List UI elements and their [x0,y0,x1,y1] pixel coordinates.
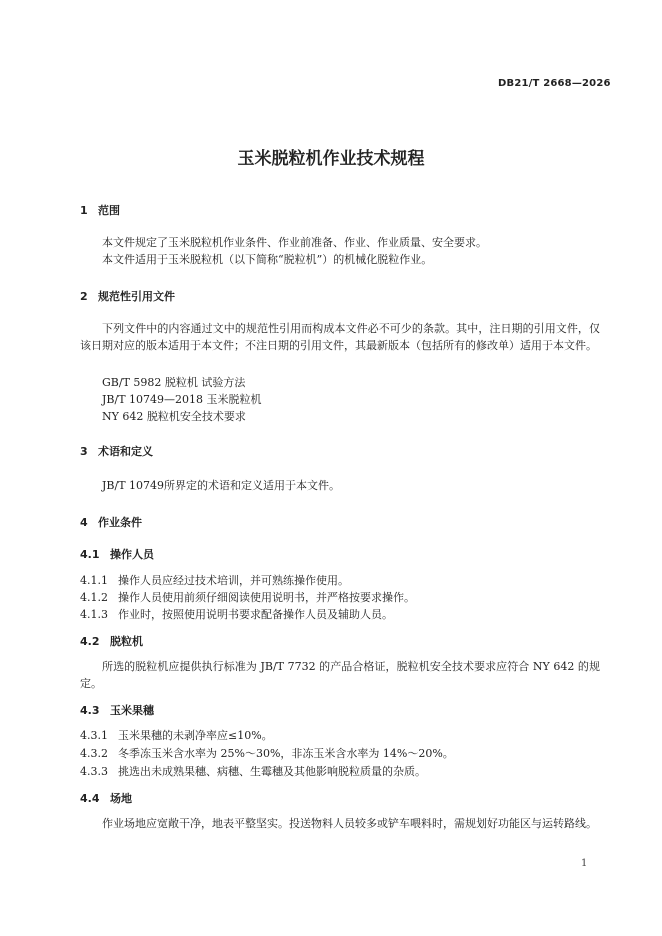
clause-text: 冬季冻玉米含水率为 25%～30%，非冻玉米含水率为 14%～20%。 [118,747,454,760]
section-3-heading [80,443,153,459]
subsection-number: 4.2 [80,635,100,648]
standard-code: DB21/T 2668—2026 [498,78,611,89]
section-2-heading [80,288,175,304]
clause-number: 4.3.3 [80,765,108,778]
section-number: 4 [80,516,88,529]
clause-item [80,606,393,622]
subsection-4-4-paragraph: 作业场地应宽敞干净，地表平整坚实。投送物料人员较多或铲车喂料时，需规划好功能区与运转路线。 [102,817,597,830]
subsection-4-2-heading [80,633,143,649]
clause-text: 玉米果穗的未剥净率应≤10%。 [118,729,273,742]
section-title: 规范性引用文件 [98,290,175,303]
section-number: 3 [80,445,88,458]
section-number: 1 [80,204,88,217]
clause-number: 4.1.2 [80,591,108,604]
section-1-paragraph-2: 本文件适用于玉米脱粒机（以下简称“脱粒机”）的机械化脱粒作业。 [102,253,433,266]
subsection-number: 4.3 [80,704,100,717]
section-number: 2 [80,290,88,303]
clause-item [80,727,273,743]
subsection-4-1-heading [80,546,154,562]
clause-number: 4.3.2 [80,747,108,760]
clause-text: 挑选出未成熟果穗、病穗、生霉穗及其他影响脱粒质量的杂质。 [118,765,426,778]
subsection-number: 4.1 [80,548,100,561]
clause-item [80,763,426,779]
document-title: 玉米脱粒机作业技术规程 [237,149,425,169]
subsection-4-2-paragraph: 所选的脱粒机应提供执行标准为 JB/T 7732 的产品合格证，脱粒机安全技术要求应符合 NY 642 的规定。 [80,660,600,690]
reference-item: JB/T 10749—2018 玉米脱粒机 [102,393,262,406]
section-4-heading [80,514,142,530]
section-1-heading [80,202,120,218]
section-1-paragraph-1: 本文件规定了玉米脱粒机作业条件、作业前准备、作业、作业质量、安全要求。 [102,236,487,249]
subsection-title: 玉米果穗 [110,704,154,717]
page-number: 1 [581,858,588,869]
reference-item: NY 642 脱粒机安全技术要求 [102,410,246,423]
subsection-4-4-heading [80,790,132,806]
clause-text: 操作人员使用前须仔细阅读使用说明书，并严格按要求操作。 [118,591,415,604]
clause-number: 4.1.1 [80,574,108,587]
clause-number: 4.1.3 [80,608,108,621]
subsection-title: 脱粒机 [110,635,143,648]
clause-number: 4.3.1 [80,729,108,742]
subsection-title: 场地 [110,792,132,805]
subsection-title: 操作人员 [110,548,154,561]
clause-text: 作业时，按照使用说明书要求配备操作人员及辅助人员。 [118,608,393,621]
subsection-4-3-heading [80,702,154,718]
section-3-paragraph: JB/T 10749所界定的术语和定义适用于本文件。 [102,479,341,492]
section-title: 作业条件 [98,516,142,529]
reference-item: GB/T 5982 脱粒机 试验方法 [102,376,246,389]
clause-item [80,589,415,605]
section-title: 术语和定义 [98,445,153,458]
section-2-paragraph: 下列文件中的内容通过文中的规范性引用而构成本文件必不可少的条款。其中，注日期的引用文件，仅该日期对应的版本适用于本文件；不注日期的引用文件，其最新版本（包括所有的修改单）适用于本文件。 [80,322,600,352]
section-title: 范围 [98,204,120,217]
clause-item [80,745,454,761]
clause-item [80,572,349,588]
clause-text: 操作人员应经过技术培训，并可熟练操作使用。 [118,574,349,587]
subsection-number: 4.4 [80,792,100,805]
